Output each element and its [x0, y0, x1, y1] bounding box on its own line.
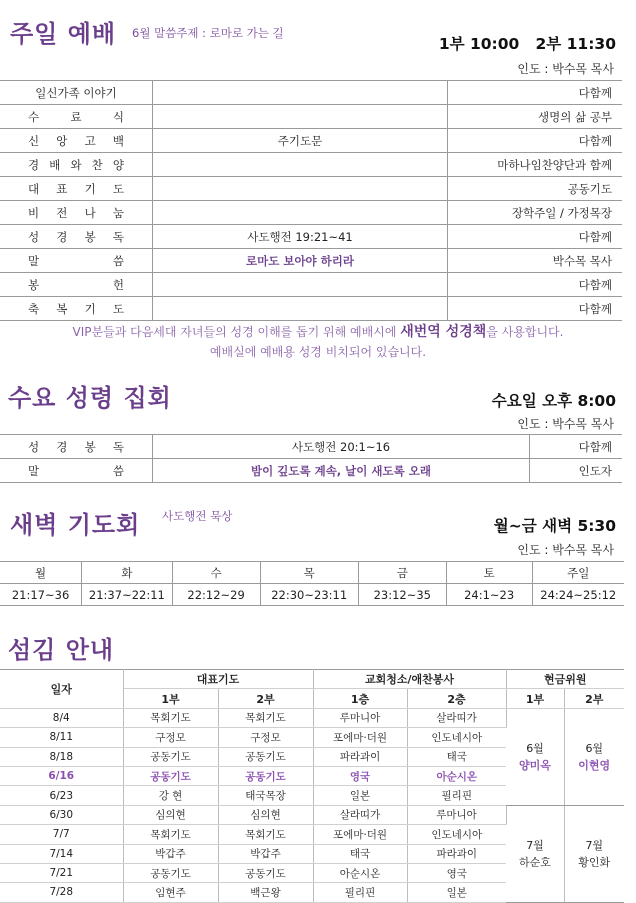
order-leader: 다함께: [448, 273, 623, 297]
order-label-char: 헌: [112, 277, 124, 292]
service-cleaning-2: 인도네시아: [407, 728, 506, 747]
note-bible-bold: 새번역 성경책: [400, 324, 487, 340]
cash-july-name-1: 하순호: [519, 855, 551, 869]
order-leader: 공동기도: [448, 177, 623, 201]
order-content: [153, 201, 448, 225]
sunday-order-row: [0, 153, 622, 177]
cash-july-name-2: 황인화: [578, 855, 611, 869]
service-date: 7/21: [0, 863, 123, 882]
order-leader: 박수목 목사: [448, 249, 623, 273]
dawn-day: 금: [358, 562, 446, 584]
order-label-char: 복: [56, 301, 68, 316]
service-prayer-1: 목회기도: [123, 708, 218, 727]
order-label-char: 독: [112, 229, 124, 244]
cash-july-month-2: 7월: [585, 838, 604, 852]
sunday-order-row: [0, 201, 622, 225]
order-label: [0, 435, 153, 459]
order-content: [153, 81, 448, 105]
order-label: [0, 201, 153, 225]
service-prayer-2: 공동기도: [218, 766, 313, 785]
sub-cleaning-2: 2층: [407, 689, 506, 708]
service-cleaning-2: 아순시온: [407, 766, 506, 785]
service-date: 7/7: [0, 825, 123, 844]
order-label: [0, 153, 153, 177]
service-date: 6/16: [0, 766, 123, 785]
order-label-char: 표: [56, 181, 68, 196]
order-label-char: 말: [28, 463, 40, 478]
service-cleaning-1: 포에마·더원: [313, 825, 407, 844]
cash-july-2: [564, 805, 624, 902]
service-prayer-2: 백근왕: [218, 883, 313, 902]
order-label-char: 경: [56, 229, 68, 244]
dawn-passage: 22:12~29: [172, 584, 260, 606]
dawn-leader: 인도 : 박수목 목사: [517, 543, 614, 557]
order-label-spread: [28, 463, 124, 479]
service-cleaning-1: 태국: [313, 844, 407, 863]
order-label-char: 기: [84, 301, 96, 316]
wednesday-order-row: [0, 459, 622, 483]
order-label-spread: [28, 301, 124, 317]
service-prayer-2: 박갑주: [218, 844, 313, 863]
wednesday-order-row: [0, 435, 622, 459]
order-label-char: 양: [112, 157, 124, 172]
order-label: [0, 297, 153, 321]
cash-june-month: 6월: [526, 741, 544, 755]
sub-prayer-1: 1부: [123, 689, 218, 708]
service-cleaning-1: 살라띠가: [313, 805, 407, 824]
service-date: 8/18: [0, 747, 123, 766]
order-label-char: 기: [84, 181, 96, 196]
note-text-post: 을 사용합니다.: [486, 325, 564, 339]
order-leader: 마하나임찬양단과 함께: [448, 153, 623, 177]
order-label-char: 경: [28, 157, 40, 172]
order-label-char: 배: [49, 157, 61, 172]
sunday-title: 주일 예배: [10, 20, 117, 48]
service-prayer-1: 공동기도: [123, 863, 218, 882]
order-label-char: 경: [56, 439, 68, 454]
order-label-spread: [28, 439, 124, 455]
col-date-header: 일자: [0, 670, 123, 709]
dawn-day: 토: [446, 562, 532, 584]
order-leader: 다함께: [448, 225, 623, 249]
group-cash-header: 현금위원: [506, 670, 624, 689]
order-content: [153, 297, 448, 321]
order-label-char: 봉: [84, 439, 96, 454]
order-label-char: 눔: [112, 205, 124, 220]
sunday-leader: 인도 : 박수목 목사: [517, 62, 614, 76]
cash-june-name-2: 이현영: [578, 758, 611, 772]
order-label-spread: [28, 181, 124, 197]
wednesday-time: 수요일 오후 8:00: [491, 392, 616, 410]
service-cleaning-2: 영국: [407, 863, 506, 882]
order-label-char: 수: [28, 109, 40, 124]
service-cleaning-2: 루마니아: [407, 805, 506, 824]
order-label-char: 와: [70, 157, 82, 172]
order-label-spread: [28, 157, 124, 173]
sunday-subtitle: 6월 말씀주제 : 로마로 가는 길: [132, 26, 284, 40]
service-cleaning-1: 일본: [313, 786, 407, 805]
service-date: 7/14: [0, 844, 123, 863]
dawn-day: 목: [260, 562, 358, 584]
service-date: 6/30: [0, 805, 123, 824]
note-line2: 예배실에 예배용 성경 비치되어 있습니다.: [209, 345, 427, 359]
dawn-title: 새벽 기도회: [10, 511, 141, 539]
sub-cleaning-1: 1층: [313, 689, 407, 708]
service-table: [0, 669, 624, 903]
service-cleaning-1: 파라과이: [313, 747, 407, 766]
order-label: [0, 129, 153, 153]
dawn-day: 주일: [532, 562, 624, 584]
order-label-char: 백: [112, 133, 124, 148]
order-content: 밤이 깊도록 계속, 날이 새도록 오래: [153, 459, 530, 483]
sunday-order-table: [0, 80, 622, 321]
order-label: [0, 105, 153, 129]
order-label-spread: [28, 205, 124, 221]
order-label-char: 찬: [91, 157, 103, 172]
order-label-char: 신: [28, 133, 40, 148]
order-content: 주기도문: [153, 129, 448, 153]
service-title: 섬김 안내: [8, 636, 115, 664]
order-label-char: 도: [112, 301, 124, 316]
order-label-char: 성: [28, 229, 40, 244]
service-cleaning-1: 필리핀: [313, 883, 407, 902]
order-leader: 다함께: [448, 129, 623, 153]
order-label: [0, 249, 153, 273]
group-prayer-header: 대표기도: [123, 670, 313, 689]
service-prayer-2: 구정모: [218, 728, 313, 747]
sunday-time: 1부 10:00 2부 11:30: [438, 35, 616, 53]
order-label-char: 비: [28, 205, 40, 220]
order-leader: 다함께: [448, 81, 623, 105]
order-content: 사도행전 19:21~41: [153, 225, 448, 249]
order-leader: 장학주일 / 가정목장: [448, 201, 623, 225]
service-prayer-2: 목회기도: [218, 708, 313, 727]
order-content: 로마도 보아야 하리라: [153, 249, 448, 273]
service-prayer-1: 강 현: [123, 786, 218, 805]
order-label-spread: [28, 229, 124, 245]
order-label-char: 말: [28, 253, 40, 268]
service-date: 8/11: [0, 728, 123, 747]
order-label-spread: [28, 253, 124, 269]
order-label-char: 고: [84, 133, 96, 148]
order-label-char: 봉: [28, 277, 40, 292]
service-prayer-2: 공동기도: [218, 747, 313, 766]
cash-june-1: [506, 708, 564, 805]
group-cleaning-header: 교회청소/애찬봉사: [313, 670, 506, 689]
wednesday-title: 수요 성령 집회: [8, 384, 172, 412]
service-date: 8/4: [0, 708, 123, 727]
order-label-char: 대: [28, 181, 40, 196]
order-label-char: 전: [56, 205, 68, 220]
order-leader: 생명의 삶 공부: [448, 105, 623, 129]
service-prayer-1: 공동기도: [123, 747, 218, 766]
service-cleaning-2: 필리핀: [407, 786, 506, 805]
service-prayer-2: 태국목장: [218, 786, 313, 805]
sunday-order-row: [0, 297, 622, 321]
order-label-spread: [28, 133, 124, 149]
order-label: [0, 273, 153, 297]
dawn-schedule-table: [0, 561, 624, 606]
dawn-passage: 21:17~36: [0, 584, 82, 606]
service-prayer-1: 박갑주: [123, 844, 218, 863]
sunday-order-row: [0, 225, 622, 249]
order-content: 사도행전 20:1~16: [153, 435, 530, 459]
order-label-char: 나: [84, 205, 96, 220]
order-label-spread: [28, 109, 124, 125]
cash-june-name-1: 양미옥: [519, 758, 551, 772]
sunday-order-row: [0, 177, 622, 201]
order-label-char: 도: [112, 181, 124, 196]
service-cleaning-2: 파라과이: [407, 844, 506, 863]
cash-july-month: 7월: [526, 838, 544, 852]
order-label-char: 봉: [84, 229, 96, 244]
sunday-order-row: [0, 105, 622, 129]
service-cleaning-1: 아순시온: [313, 863, 407, 882]
service-prayer-1: 목회기도: [123, 825, 218, 844]
cash-july-1: [506, 805, 564, 902]
order-label-char: 앙: [56, 133, 68, 148]
order-content: [153, 105, 448, 129]
dawn-day: 화: [82, 562, 173, 584]
order-label: [0, 225, 153, 249]
order-content: [153, 177, 448, 201]
service-prayer-1: 임현주: [123, 883, 218, 902]
service-cleaning-2: 인도네시아: [407, 825, 506, 844]
service-prayer-1: 심의현: [123, 805, 218, 824]
order-label: [0, 177, 153, 201]
order-label-spread: [28, 277, 124, 293]
service-cleaning-2: 일본: [407, 883, 506, 902]
order-label: [0, 459, 153, 483]
service-prayer-1: 공동기도: [123, 766, 218, 785]
sunday-note: [0, 322, 636, 362]
order-label-char: 독: [112, 439, 124, 454]
dawn-passage: 21:37~22:11: [82, 584, 173, 606]
dawn-passage: 24:24~25:12: [540, 587, 617, 602]
dawn-subtitle: 사도행전 묵상: [162, 509, 233, 523]
cash-june-month-2: 6월: [585, 741, 604, 755]
wednesday-order-table: [0, 434, 622, 483]
sunday-order-row: [0, 249, 622, 273]
order-content: [153, 153, 448, 177]
dawn-day: 수: [172, 562, 260, 584]
note-text-pre: VIP분들과 다음세대 자녀들의 성경 이해를 돕기 위해 예배시에: [72, 325, 401, 339]
dawn-passage: 22:30~23:11: [260, 584, 358, 606]
sunday-order-row: [0, 273, 622, 297]
service-row: [0, 805, 624, 824]
dawn-passage: 23:12~35: [358, 584, 446, 606]
sunday-order-row: [0, 81, 622, 105]
order-leader: 인도자: [530, 459, 623, 483]
order-label-char: 축: [28, 301, 40, 316]
service-prayer-2: 목회기도: [218, 825, 313, 844]
service-cleaning-2: 살라띠가: [407, 708, 506, 727]
service-date: 7/28: [0, 883, 123, 902]
sub-prayer-2: 2부: [218, 689, 313, 708]
service-row: [0, 708, 624, 727]
sub-cash-1: 1부: [506, 689, 564, 708]
service-cleaning-1: 루마니아: [313, 708, 407, 727]
service-prayer-2: 심의현: [218, 805, 313, 824]
order-label-char: 식: [112, 109, 124, 124]
service-cleaning-2: 태국: [407, 747, 506, 766]
cash-june-2: [564, 708, 624, 805]
dawn-day: 월: [0, 562, 82, 584]
dawn-time: 월~금 새벽 5:30: [493, 517, 616, 535]
order-label-char: 성: [28, 439, 40, 454]
sunday-order-row: [0, 129, 622, 153]
wednesday-leader: 인도 : 박수목 목사: [517, 417, 614, 431]
service-prayer-2: 공동기도: [218, 863, 313, 882]
service-prayer-1: 구정모: [123, 728, 218, 747]
sub-cash-2: 2부: [564, 689, 624, 708]
order-leader: 다함께: [448, 297, 623, 321]
order-content: [153, 273, 448, 297]
order-label: 일신가족 이야기: [0, 81, 153, 105]
order-leader: 다함께: [530, 435, 623, 459]
order-label-char: 씀: [112, 253, 124, 268]
order-label-char: 료: [70, 109, 82, 124]
dawn-passage: 24:1~23: [446, 584, 532, 606]
service-date: 6/23: [0, 786, 123, 805]
service-cleaning-1: 영국: [313, 766, 407, 785]
service-cleaning-1: 포에마·더원: [313, 728, 407, 747]
order-label-char: 씀: [112, 463, 124, 478]
